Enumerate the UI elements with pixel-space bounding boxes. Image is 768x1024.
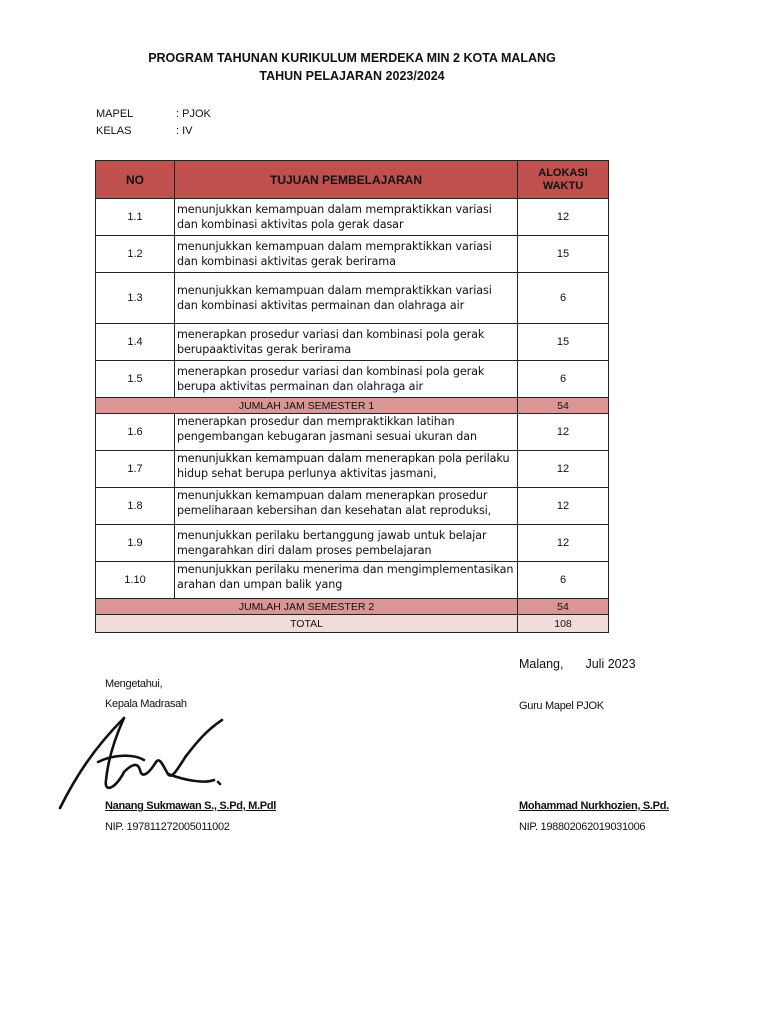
row-value: 12 [518,451,609,488]
row-desc [175,199,518,236]
row-value: 15 [518,236,609,273]
row-desc [175,361,518,398]
row-desc-text: menunjukkan perilaku bertanggung jawab untuk belajar mengarahkan diri dalam proses pembelajaran [177,529,487,557]
grand-total-value: 108 [518,615,609,633]
row-no: 1.3 [96,273,175,324]
row-desc-text: menunjukkan kemampuan dalam menerapkan pola perilaku hidup sehat berupa perlunya aktivitas jasmani, [177,452,510,480]
row-desc [175,525,518,562]
row-desc [175,324,518,361]
grand-total-label: TOTAL [96,615,518,633]
row-no: 1.1 [96,199,175,236]
semester1-total-value: 54 [518,398,609,414]
date: Juli 2023 [585,657,636,671]
row-desc [175,562,518,599]
table-row [96,324,609,361]
header-alokasi [518,161,609,199]
kelas-label: KELAS [96,125,132,137]
table-header-row [96,161,609,199]
row-no: 1.8 [96,488,175,525]
table-row [96,273,609,324]
row-desc [175,488,518,525]
row-no: 1.2 [96,236,175,273]
row-value: 12 [518,199,609,236]
row-no: 1.6 [96,414,175,451]
semester2-total-value: 54 [518,599,609,615]
header-alokasi-line1: ALOKASI [538,166,588,179]
header-alokasi-line2: WAKTU [542,179,584,192]
mapel-value: : PJOK [176,108,211,120]
table-row [96,562,609,599]
row-desc-text: menunjukkan kemampuan dalam mempraktikkan variasi dan kombinasi aktivitas pola gerak dasar [177,203,492,231]
row-no: 1.10 [96,562,175,599]
mapel-label: MAPEL [96,108,134,120]
semester2-total-row [96,599,609,615]
table-row [96,451,609,488]
row-desc-text: menunjukkan kemampuan dalam menerapkan prosedur pemeliharaan kebersihan dan kesehatan alat reproduksi, [177,489,492,517]
row-desc-text: menerapkan prosedur dan mempraktikkan latihan pengembangan kebugaran jasmani sesuai ukuran dan [177,415,477,443]
table-row [96,488,609,525]
row-value: 6 [518,361,609,398]
semester2-total-label: JUMLAH JAM SEMESTER 2 [96,599,518,615]
table-row [96,361,609,398]
kelas-row [96,124,193,138]
semester1-total-row [96,398,609,414]
row-no: 1.7 [96,451,175,488]
teacher-role: Guru Mapel PJOK [519,700,604,712]
row-desc-text: menerapkan prosedur variasi dan kombinasi pola gerak berupa aktivitas permainan dan olahraga air [177,365,485,393]
grand-total-row [96,615,609,633]
row-no: 1.9 [96,525,175,562]
row-desc-text: menerapkan prosedur variasi dan kombinasi pola gerak berupaaktivitas gerak berirama [177,328,485,356]
row-desc [175,273,518,324]
place-date [519,657,636,671]
row-desc-text: menunjukkan kemampuan dalam mempraktikkan variasi dan kombinasi aktivitas permainan dan olahraga air [177,284,492,312]
principal-role: Kepala Madrasah [105,698,187,710]
row-no: 1.4 [96,324,175,361]
mapel-row [96,107,211,121]
row-no: 1.5 [96,361,175,398]
table-row [96,199,609,236]
principal-name: Nanang Sukmawan S., S.Pd, M.Pdl [105,800,277,812]
place: Malang, [519,657,564,671]
row-value: 6 [518,562,609,599]
teacher-name: Mohammad Nurkhozien, S.Pd. [519,800,669,812]
semester1-total-label: JUMLAH JAM SEMESTER 1 [96,398,518,414]
table-row [96,414,609,451]
document-title: PROGRAM TAHUNAN KURIKULUM MERDEKA MIN 2 KOTA MALANG [148,51,556,65]
row-value: 6 [518,273,609,324]
row-desc [175,236,518,273]
row-value: 12 [518,525,609,562]
acknowledged-label: Mengetahui, [105,678,163,690]
header-tujuan: TUJUAN PEMBELAJARAN [175,161,518,199]
principal-nip: NIP. 197811272005011002 [105,821,230,833]
row-value: 15 [518,324,609,361]
handwritten-signature [54,710,234,810]
kelas-value: : IV [176,125,193,137]
row-desc-text: menunjukkan perilaku menerima dan mengimplementasikan arahan dan umpan balik yang [177,563,514,591]
row-desc-text: menunjukkan kemampuan dalam mempraktikkan variasi dan kombinasi aktivitas gerak berirama [177,240,492,268]
row-desc [175,414,518,451]
row-value: 12 [518,414,609,451]
table-row [96,525,609,562]
table-row [96,236,609,273]
row-desc [175,451,518,488]
program-table [95,160,609,633]
teacher-nip: NIP. 198802062019031006 [519,821,646,833]
header-no: NO [96,161,175,199]
row-value: 12 [518,488,609,525]
document-subtitle: TAHUN PELAJARAN 2023/2024 [259,69,445,83]
